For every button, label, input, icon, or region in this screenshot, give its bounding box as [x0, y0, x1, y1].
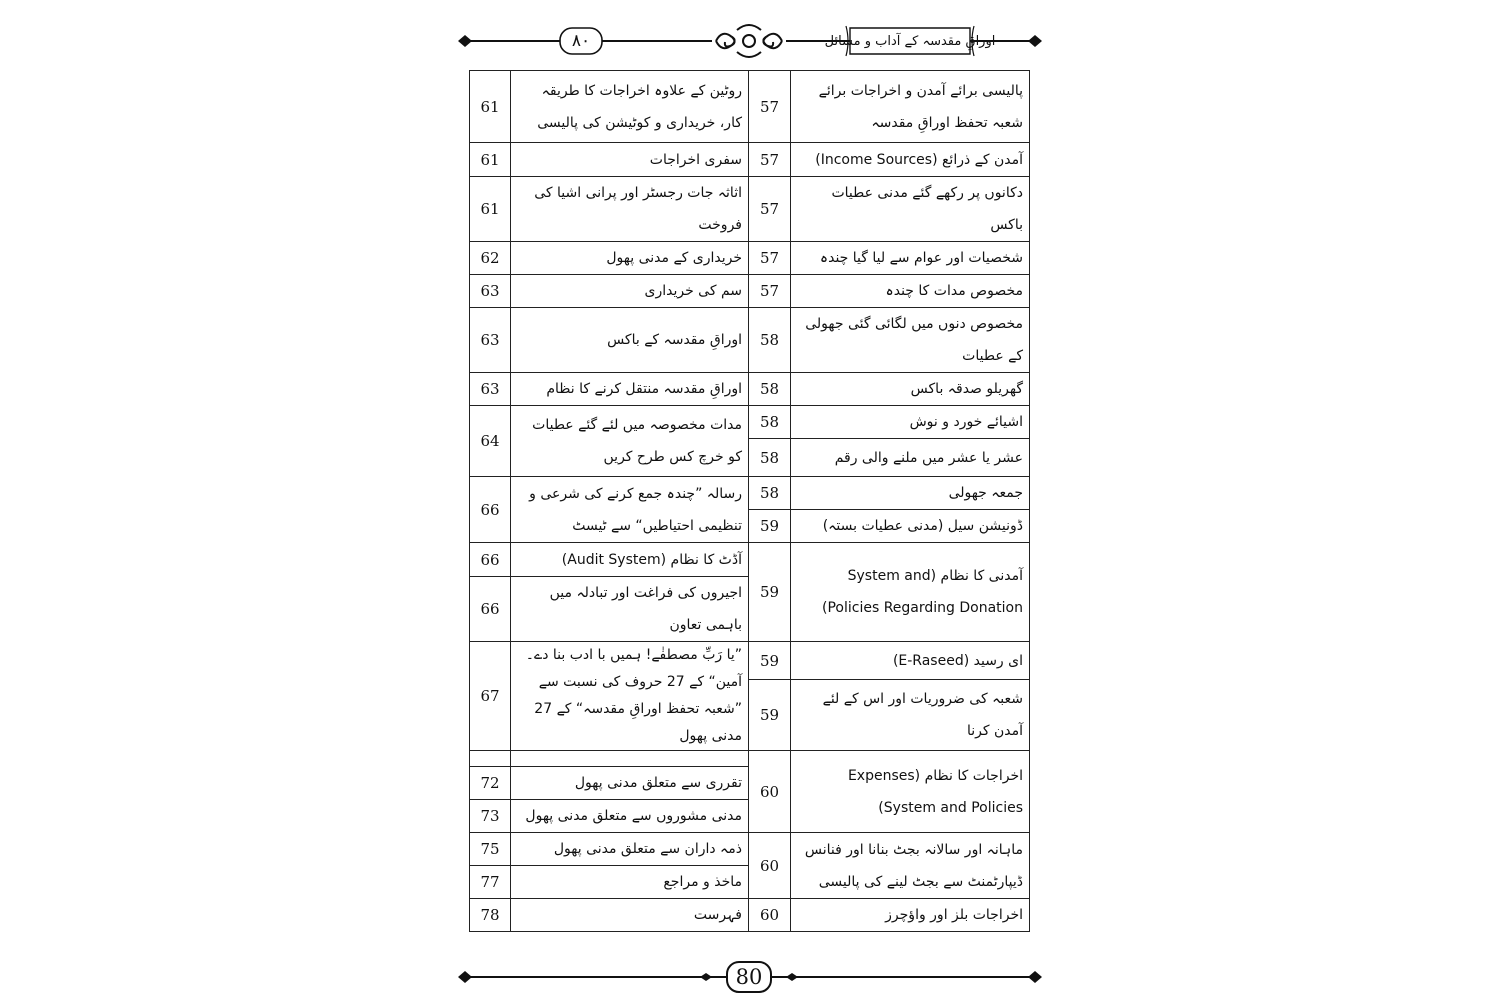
right-page-number: 58	[749, 308, 791, 373]
flourish-ornament	[716, 25, 782, 57]
left-page-number: 72	[470, 767, 511, 800]
left-entry-title: ماخذ و مراجع	[511, 866, 749, 899]
right-page-number: 59	[749, 680, 791, 751]
right-entry-title: عشر یا عشر میں ملنے والی رقم	[791, 439, 1030, 477]
table-row	[470, 751, 1030, 767]
right-page-number: 57	[749, 242, 791, 275]
header-page-number: ۸۰	[571, 31, 591, 51]
left-page-number: 66	[470, 543, 511, 577]
table-row	[470, 642, 1030, 680]
table-row	[470, 543, 1030, 577]
right-entry-title: گھریلو صدقہ باکس	[791, 373, 1030, 406]
table-of-contents	[469, 70, 1030, 932]
right-entry-title: ای رسید (E-Raseed)	[791, 642, 1030, 680]
running-title: اوراقِ مقدسہ کے آداب و مسائل	[824, 33, 996, 49]
table-row	[470, 308, 1030, 373]
table-row	[470, 373, 1030, 406]
footer-page-number: 80	[735, 965, 763, 989]
left-entry-title: اوراقِ مقدسہ منتقل کرنے کا نظام	[511, 373, 749, 406]
right-entry-title: مخصوص دنوں میں لگائی گئی جھولی کے عطیات	[791, 308, 1030, 373]
right-entry-title: اشیائے خورد و نوش	[791, 406, 1030, 439]
left-page-number: 78	[470, 899, 511, 932]
left-entry-title: ”یا رَبِّ مصطفٰے! ہمیں با ادب بنا دے۔ آمین“ کے 27 حروف کی نسبت سے ”شعبہ تحفظ اوراقِ مقدسہ“ کے 27 مدنی پھول	[511, 642, 749, 751]
right-page-number: 59	[749, 510, 791, 543]
right-entry-title: ماہانہ اور سالانہ بجٹ بنانا اور فنانس ڈیپارٹمنٹ سے بجٹ لینے کی پالیسی	[791, 833, 1030, 899]
right-page-number: 57	[749, 143, 791, 177]
left-page-number: 61	[470, 71, 511, 143]
table-row	[470, 177, 1030, 242]
table-row	[470, 71, 1030, 143]
right-page-number: 58	[749, 439, 791, 477]
left-entry-title: اوراقِ مقدسہ کے باکس	[511, 308, 749, 373]
left-entry-title: خریداری کے مدنی پھول	[511, 242, 749, 275]
table-row	[470, 275, 1030, 308]
right-page-number: 60	[749, 833, 791, 899]
table-row	[470, 406, 1030, 439]
right-entry-title: اخراجات بلز اور واؤچرز	[791, 899, 1030, 932]
left-entry-title: مدنی مشوروں سے متعلق مدنی پھول	[511, 800, 749, 833]
left-page-number: 64	[470, 406, 511, 477]
left-entry-title: ذمہ داران سے متعلق مدنی پھول	[511, 833, 749, 866]
left-page-number: 66	[470, 477, 511, 543]
right-entry-title: آمدن کے ذرائع (Income Sources)	[791, 143, 1030, 177]
left-page-number: 61	[470, 143, 511, 177]
right-entry-title: ڈونیشن سیل (مدنی عطیات بستہ)	[791, 510, 1030, 543]
left-page-number: 63	[470, 275, 511, 308]
right-entry-title: جمعہ جھولی	[791, 477, 1030, 510]
left-entry-title: تقرری سے متعلق مدنی پھول	[511, 767, 749, 800]
right-page-number: 57	[749, 275, 791, 308]
left-page-number: 66	[470, 577, 511, 642]
left-entry-title: مدات مخصوصہ میں لئے گئے عطیات کو خرچ کس طرح کریں	[511, 406, 749, 477]
left-entry-title: سم کی خریداری	[511, 275, 749, 308]
left-page-number: 75	[470, 833, 511, 866]
right-entry-title: شخصیات اور عوام سے لیا گیا چندہ	[791, 242, 1030, 275]
table-row	[470, 899, 1030, 932]
table-row	[470, 143, 1030, 177]
right-page-number: 57	[749, 177, 791, 242]
right-entry-title: دکانوں پر رکھے گئے مدنی عطیات باکس	[791, 177, 1030, 242]
right-page-number: 59	[749, 543, 791, 642]
right-entry-title: مخصوص مدات کا چندہ	[791, 275, 1030, 308]
right-entry-title: شعبہ کی ضروریات اور اس کے لئے آمدن کرنا	[791, 680, 1030, 751]
right-entry-title: آمدنی کا نظام (System and Policies Regarding Donation)	[791, 543, 1030, 642]
left-page-number: 61	[470, 177, 511, 242]
right-page-number: 58	[749, 406, 791, 439]
left-page-number: 62	[470, 242, 511, 275]
right-page-number: 58	[749, 373, 791, 406]
right-page-number: 60	[749, 899, 791, 932]
right-page-number: 60	[749, 751, 791, 833]
left-entry-title: فہرست	[511, 899, 749, 932]
left-page-number: 73	[470, 800, 511, 833]
left-entry-title: آڈٹ کا نظام (Audit System)	[511, 543, 749, 577]
table-row	[470, 242, 1030, 275]
left-page-number: 63	[470, 308, 511, 373]
table-row	[470, 477, 1030, 510]
right-page-number: 59	[749, 642, 791, 680]
left-page-number: 63	[470, 373, 511, 406]
table-row	[470, 833, 1030, 866]
left-page-number: 67	[470, 642, 511, 751]
right-entry-title: اخراجات کا نظام (Expenses System and Policies)	[791, 751, 1030, 833]
left-entry-title: رسالہ ”چندہ جمع کرنے کی شرعی و تنظیمی احتیاطیں“ سے ٹیسٹ	[511, 477, 749, 543]
left-entry-title: سفری اخراجات	[511, 143, 749, 177]
left-entry-title: اثاثہ جات رجسٹر اور پرانی اشیا کی فروخت	[511, 177, 749, 242]
left-entry-title: اجیروں کی فراغت اور تبادلہ میں باہمی تعاون	[511, 577, 749, 642]
right-page-number: 58	[749, 477, 791, 510]
right-entry-title: پالیسی برائے آمدن و اخراجات برائے شعبہ تحفظ اوراقِ مقدسہ	[791, 71, 1030, 143]
right-page-number: 57	[749, 71, 791, 143]
left-page-number: 77	[470, 866, 511, 899]
left-entry-title: روٹین کے علاوہ اخراجات کا طریقہ کار، خریداری و کوٹیشن کی پالیسی	[511, 71, 749, 143]
